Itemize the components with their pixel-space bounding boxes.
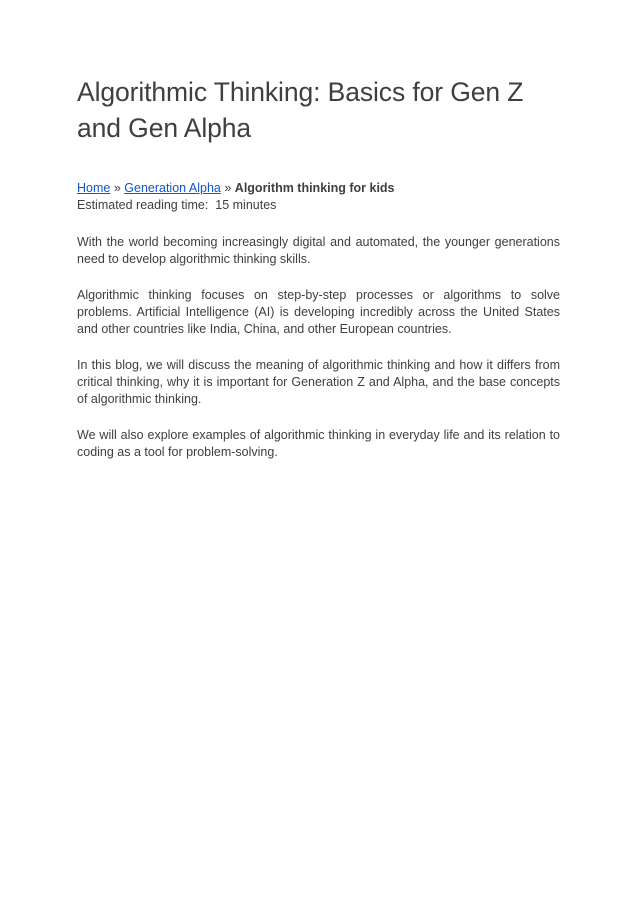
blog-overview-paragraph: In this blog, we will discuss the meaning of algorithmic thinking and how it differs from critical thinking, why it is important for Generation Z and Alpha, and the base concepts of algorithmic thinking. bbox=[77, 358, 560, 406]
page-title: Algorithmic Thinking: Basics for Gen Z and Gen Alpha bbox=[77, 77, 524, 143]
breadcrumb-home-link[interactable]: Home bbox=[77, 181, 111, 195]
definition-paragraph: Algorithmic thinking focuses on step-by-step processes or algorithms to solve problems. Artificial Intelligence (AI) is developing incredibly across the United States and other countries like India, China, and other European countries. bbox=[77, 288, 560, 336]
breadcrumb-separator: » bbox=[224, 181, 232, 195]
breadcrumb-generation-alpha-link[interactable]: Generation Alpha bbox=[124, 181, 221, 195]
intro-paragraph: With the world becoming increasingly digital and automated, the younger generations need to develop algorithmic thinking skills. bbox=[77, 235, 560, 266]
breadcrumb-current-page: Algorithm thinking for kids bbox=[234, 181, 395, 195]
reading-time-label: Estimated reading time: bbox=[77, 198, 209, 212]
reading-time bbox=[77, 197, 560, 214]
breadcrumb bbox=[77, 180, 560, 197]
examples-paragraph: We will also explore examples of algorithmic thinking in everyday life and its relation to coding as a tool for problem-solving. bbox=[77, 428, 560, 459]
breadcrumb-separator: » bbox=[113, 181, 121, 195]
reading-time-value: 15 minutes bbox=[215, 198, 277, 212]
